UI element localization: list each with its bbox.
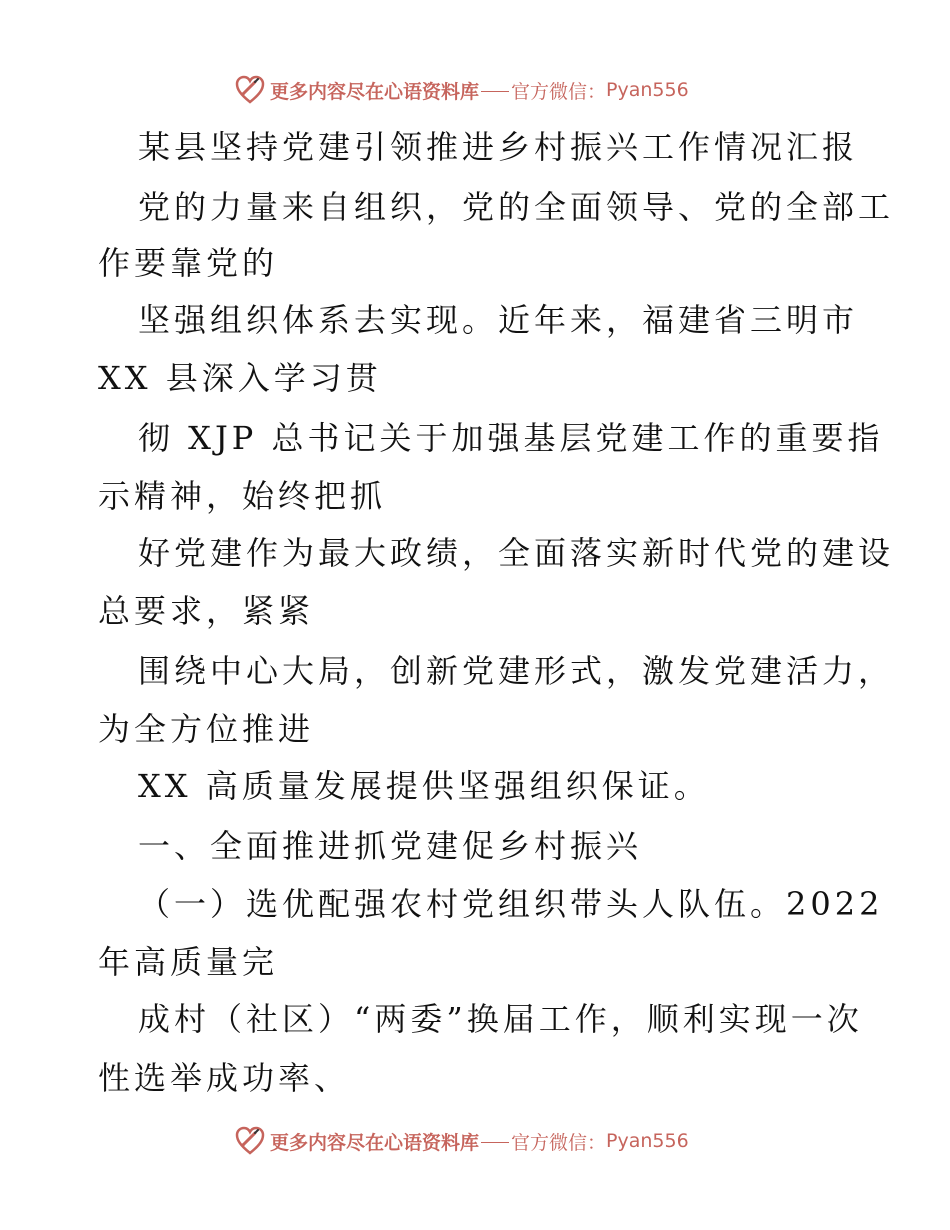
paragraph-line: 年高质量完 (98, 943, 279, 981)
footer-watermark (234, 1124, 689, 1158)
watermark-official-label: 官方微信： (511, 80, 607, 103)
paragraph-line: 成村（社区）“两委”换届工作，顺利实现一次 (138, 1000, 863, 1038)
heart-pen-logo-icon (234, 1125, 266, 1157)
subsection-heading: （一）选优配强农村党组织带头人队伍。2022 (138, 885, 884, 923)
paragraph-line: 好党建作为最大政绩，全面落实新时代党的建设 (138, 534, 895, 572)
watermark-official-label: 官方微信： (511, 1131, 607, 1154)
section-heading: 一、全面推进抓党建促乡村振兴 (138, 827, 643, 865)
watermark-brand: 更多内容尽在心语资料库 (270, 80, 480, 103)
paragraph-line: 作要靠党的 (98, 244, 279, 282)
paragraph-line: 为全方位推进 (98, 710, 315, 748)
paragraph-line: XX 县深入学习贯 (98, 359, 382, 397)
paragraph-line: 总要求，紧紧 (98, 592, 315, 630)
heart-pen-logo-icon (234, 74, 266, 106)
paragraph-line: 党的力量来自组织，党的全面领导、党的全部工 (138, 188, 895, 226)
header-watermark (234, 73, 689, 107)
paragraph-line: 围绕中心大局，创新党建形式，激发党建活力， (138, 652, 895, 690)
paragraph-line: 彻 XJP 总书记关于加强基层党建工作的重要指 (138, 419, 884, 457)
document-title: 某县坚持党建引领推进乡村振兴工作情况汇报 (138, 128, 859, 166)
watermark-dash (481, 1142, 509, 1143)
watermark-brand: 更多内容尽在心语资料库 (270, 1131, 480, 1154)
paragraph-line: 性选举成功率、 (98, 1059, 351, 1097)
paragraph-line: XX 高质量发展提供坚强组织保证。 (138, 767, 710, 805)
paragraph-line: 坚强组织体系去实现。近年来，福建省三明市 (138, 301, 859, 339)
watermark-wechat-id: Pyan556 (606, 79, 689, 101)
watermark-wechat-id: Pyan556 (606, 1130, 689, 1152)
paragraph-line: 示精神，始终把抓 (98, 477, 387, 515)
watermark-dash (481, 91, 509, 92)
